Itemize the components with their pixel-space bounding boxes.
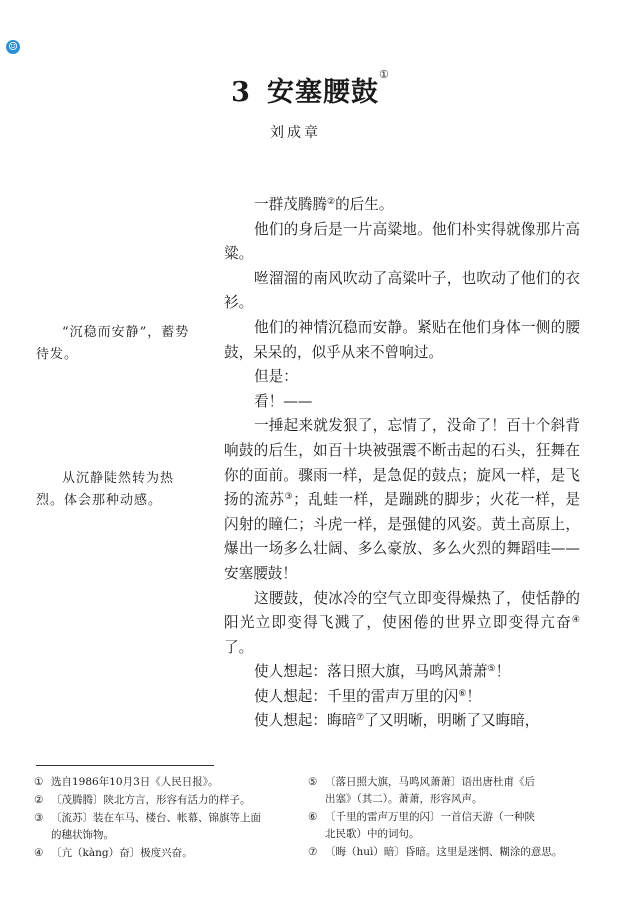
footnote-mark: ⑥ bbox=[458, 688, 467, 699]
footnote: ④ 〔亢（kàng）奋〕极度兴奋。 bbox=[34, 847, 193, 859]
footnote: ① 选自1986年10月3日《人民日报》。 bbox=[34, 776, 219, 788]
smiley-icon: ☺ bbox=[6, 40, 20, 54]
footnote-mark: ② bbox=[326, 197, 336, 207]
page-title bbox=[0, 70, 621, 109]
footnote: ⑤ 〔落日照大旗，马鸣风萧萧〕语出唐杜甫《后 出塞》（其二）。萧萧，形容风声。 bbox=[308, 776, 535, 805]
footnote: ⑦ 〔晦（huì）暗〕昏暗。这里是迷惘、糊涂的意思。 bbox=[308, 846, 563, 858]
lesson-title: 安塞腰鼓 bbox=[266, 77, 379, 108]
lesson-number: 3 bbox=[231, 77, 251, 108]
footnote-divider bbox=[36, 765, 214, 766]
paragraph: 使人想起：落日照大旗，马鸣风萧萧⑤！ bbox=[254, 663, 511, 681]
footnote: ③ 〔流苏〕装在车马、楼台、帐幕、锦旗等上面 的穗状饰物。 bbox=[34, 812, 261, 841]
paragraph: 但是： bbox=[254, 368, 298, 386]
paragraph: 使人想起：千里的雷声万里的闪⑥！ bbox=[254, 687, 482, 705]
main-text bbox=[224, 193, 580, 734]
footnotes-left bbox=[34, 774, 296, 863]
footnote: ② 〔茂腾腾〕陕北方言，形容有活力的样子。 bbox=[34, 794, 251, 806]
title-footnote-mark: ① bbox=[378, 68, 390, 81]
author-name: 刘成章 bbox=[270, 125, 321, 141]
footnote-mark: ⑤ bbox=[487, 664, 496, 675]
footnotes-right bbox=[308, 774, 586, 862]
footnote-mark: ④ bbox=[571, 615, 580, 626]
side-note: 从沉静陡然转为热烈。体会那种动感。 bbox=[36, 471, 175, 508]
side-note: “沉稳而安静”，蓄势待发。 bbox=[36, 325, 190, 362]
paragraph: 看！—— bbox=[254, 392, 313, 410]
paragraph: 他们的身后是一片高粱地。他们朴实得就像那片高粱。 bbox=[224, 220, 580, 263]
paragraph: 咝溜溜的南风吹动了高粱叶子，也吹动了他们的衣衫。 bbox=[224, 269, 580, 312]
footnote: ⑥ 〔千里的雷声万里的闪〕一首信天游（一种陕 北民歌）中的词句。 bbox=[308, 811, 535, 840]
footnote-mark: ⑦ bbox=[356, 713, 365, 724]
footnote-mark: ③ bbox=[284, 492, 294, 503]
paragraph: 一捶起来就发狠了，忘情了，没命了！百十个斜背响鼓的后生，如百十块被强震不断击起的石头，狂舞在你的面前。骤雨一样，是急促的鼓点；旋风一样，是飞扬的流苏③；乱蛙一样，是蹦跳的脚步；火花一样，是闪射的瞳仁；斗虎一样，是强健的风姿。黄土高原上，爆出一场多么壮阔、多么豪放、多么火烈的舞蹈哇——安塞腰鼓！ bbox=[224, 417, 580, 582]
paragraph: 一群茂腾腾②的后生。 bbox=[254, 196, 394, 213]
paragraph: 这腰鼓，使冰冷的空气立即变得燥热了，使恬静的阳光立即变得飞溅了，使困倦的世界立即变得亢奋④了。 bbox=[224, 589, 580, 656]
paragraph: 使人想起：晦暗⑦了又明晰，明晰了又晦暗， bbox=[254, 712, 540, 730]
paragraph: 他们的神情沉稳而安静。紧贴在他们身体一侧的腰鼓，呆呆的，似乎从来不曾响过。 bbox=[224, 318, 580, 361]
